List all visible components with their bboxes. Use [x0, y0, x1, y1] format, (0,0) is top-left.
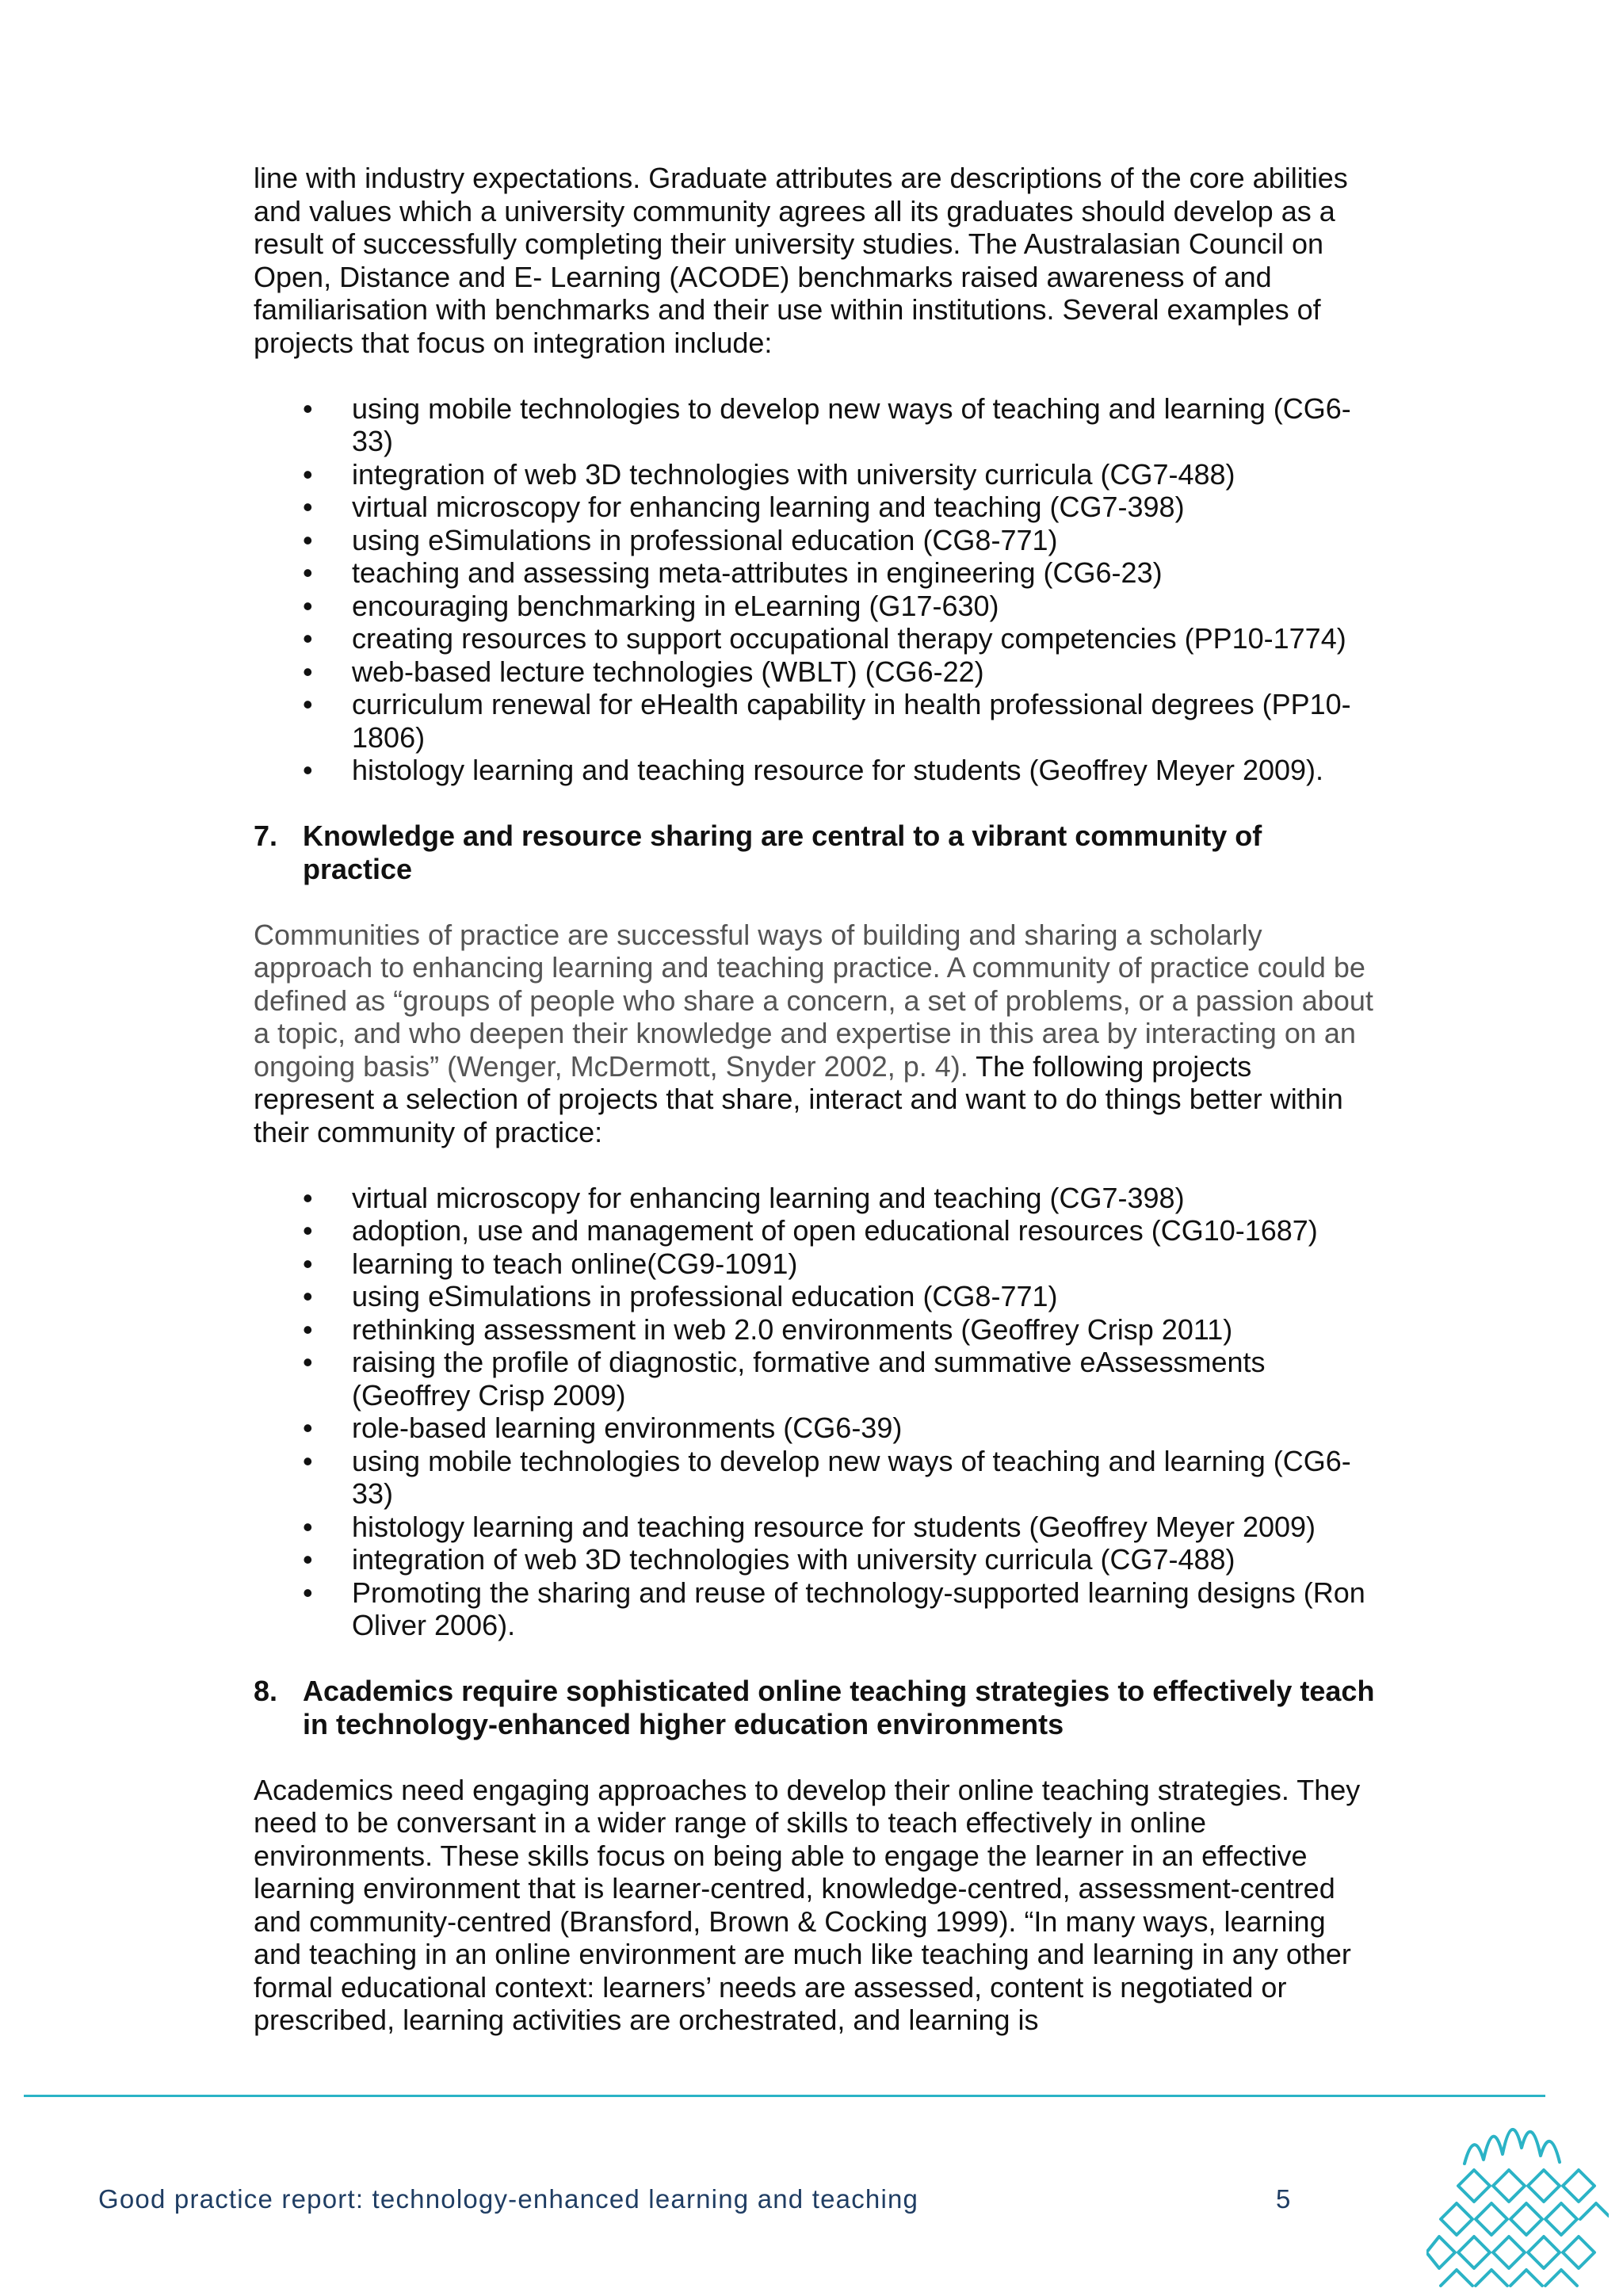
- list-item: • using eSimulations in professional education (CG8-771): [254, 1280, 1379, 1313]
- footer-divider: [24, 2095, 1545, 2097]
- footer-title: Good practice report: technology-enhanced learning and teaching: [98, 2184, 919, 2214]
- list-item: • using eSimulations in professional education (CG8-771): [254, 524, 1379, 557]
- page-content: [254, 162, 1379, 2037]
- list-item: • adoption, use and management of open educational resources (CG10-1687): [254, 1214, 1379, 1247]
- list-item: • using mobile technologies to develop new ways of teaching and learning (CG6-33): [254, 392, 1379, 458]
- list-item: • web-based lecture technologies (WBLT) (CG6-22): [254, 655, 1379, 689]
- list-item: • virtual microscopy for enhancing learning and teaching (CG7-398): [254, 491, 1379, 524]
- list-item: • integration of web 3D technologies with university curricula (CG7-488): [254, 458, 1379, 491]
- integration-projects-list: [254, 392, 1379, 787]
- section-8-heading: [254, 1675, 1379, 1740]
- list-item: • creating resources to support occupational therapy competencies (PP10-1774): [254, 622, 1379, 655]
- list-item: • virtual microscopy for enhancing learning and teaching (CG7-398): [254, 1182, 1379, 1215]
- section-7-number: 7.: [254, 819, 278, 852]
- intro-paragraph: line with industry expectations. Graduate attributes are descriptions of the core abilities and values which a university community agrees all its graduates should develop as a result of successfully completing their university studies. The Australasian Council on Open, Distance and E- Learning (ACODE) benchmarks raised awareness of and familiarisation with benchmarks and their use within institutions. Several examples of projects that focus on integration include:: [254, 162, 1348, 359]
- list-item: • curriculum renewal for eHealth capability in health professional degrees (PP10-1806): [254, 688, 1379, 754]
- list-item: • histology learning and teaching resource for students (Geoffrey Meyer 2009): [254, 1511, 1379, 1544]
- section-8-paragraph: Academics need engaging approaches to develop their online teaching strategies. They need to be conversant in a wider range of skills to teach effectively in online environments. These skills focus on being able to engage the learner in an effective learning environment that is learner-centred, knowledge-centred, assessment-centred and community-centred (Bransford, Brown & Cocking 1999). “In many ways, learning and teaching in an online environment are much like teaching and learning in any other formal educational context: learners’ needs are assessed, content is negotiated or prescribed, learning activities are orchestrated, and learning is: [254, 1773, 1361, 2036]
- list-item: • Promoting the sharing and reuse of technology-supported learning designs (Ron Oliver 2006).: [254, 1576, 1379, 1642]
- section-8-title: Academics require sophisticated online teaching strategies to effectively teach in technology-enhanced higher education environments: [303, 1675, 1375, 1740]
- list-item: • role-based learning environments (CG6-39): [254, 1412, 1379, 1445]
- section-7-paragraph-rest: The following projects represent a selection of projects that share, interact and want to do things better within their community of practice:: [254, 1049, 1343, 1148]
- list-item: • histology learning and teaching resource for students (Geoffrey Meyer 2009).: [254, 754, 1379, 787]
- list-item: • integration of web 3D technologies with university curricula (CG7-488): [254, 1543, 1379, 1576]
- wenger-quote: Communities of practice are successful ways of building and sharing a scholarly approach to enhancing learning and teaching practice. A community of practice could be defined as “groups of people who share a concern, a set of problems, or a passion about a topic, and who deepen their knowledge and expertise in this area by interacting on an ongoing basis” (Wenger, McDermott, Snyder 2002, p. 4).: [254, 918, 1373, 1083]
- section-7-title: Knowledge and resource sharing are central to a vibrant community of practice: [303, 819, 1262, 885]
- section-7-heading: [254, 819, 1379, 885]
- section-7-paragraph: [254, 919, 1379, 1149]
- community-projects-list: [254, 1182, 1379, 1642]
- list-item: • using mobile technologies to develop new ways of teaching and learning (CG6-33): [254, 1445, 1379, 1511]
- wave-diamond-logo-icon: [1426, 2092, 1609, 2296]
- section-8-number: 8.: [254, 1675, 278, 1707]
- list-item: • encouraging benchmarking in eLearning (G17-630): [254, 590, 1379, 623]
- list-item: • learning to teach online(CG9-1091): [254, 1247, 1379, 1281]
- page-number: 5: [1276, 2184, 1291, 2214]
- list-item: • teaching and assessing meta-attributes in engineering (CG6-23): [254, 556, 1379, 590]
- list-item: • rethinking assessment in web 2.0 environments (Geoffrey Crisp 2011): [254, 1313, 1379, 1347]
- list-item: • raising the profile of diagnostic, formative and summative eAssessments (Geoffrey Crisp 2009): [254, 1346, 1379, 1412]
